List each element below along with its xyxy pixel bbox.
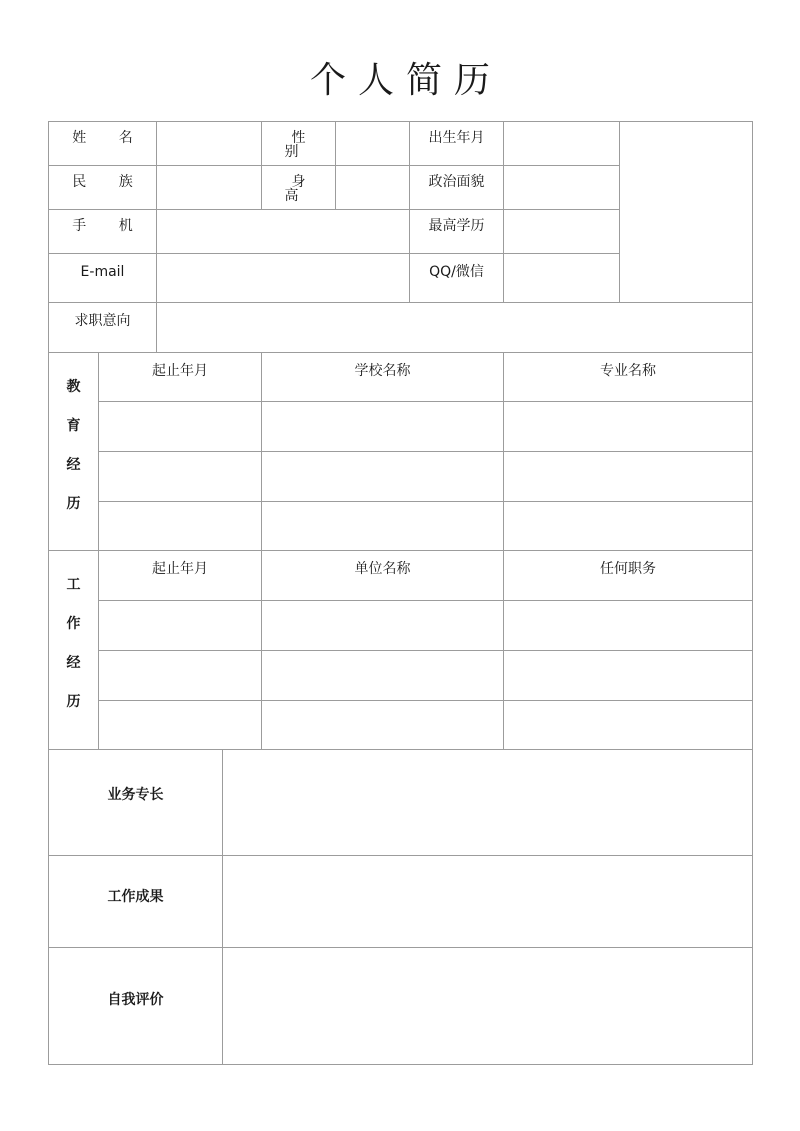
work-header-position: 任何职务 bbox=[503, 550, 753, 601]
ethnicity-label: 民 族 bbox=[48, 165, 157, 210]
achievements-label-text: 工作成果 bbox=[107, 888, 164, 905]
work-header-period: 起止年月 bbox=[98, 550, 262, 601]
qq-field[interactable] bbox=[503, 253, 620, 303]
political-label: 政治面貌 bbox=[409, 165, 504, 210]
work-char-2: 作 bbox=[66, 616, 81, 632]
education-char-3: 经 bbox=[66, 456, 81, 473]
work-row-3-period[interactable] bbox=[98, 700, 262, 750]
objective-label: 求职意向 bbox=[48, 302, 157, 353]
height-label: 身 高 bbox=[261, 165, 336, 210]
name-label: 姓 名 bbox=[48, 121, 157, 166]
degree-label: 最高学历 bbox=[409, 209, 504, 254]
work-row-3-company[interactable] bbox=[261, 700, 504, 750]
name-field[interactable] bbox=[156, 121, 262, 166]
birth-field[interactable] bbox=[503, 121, 620, 166]
height-field[interactable] bbox=[335, 165, 410, 210]
skills-field[interactable] bbox=[222, 749, 753, 856]
degree-field[interactable] bbox=[503, 209, 620, 254]
objective-field[interactable] bbox=[156, 302, 753, 353]
self-eval-label bbox=[48, 947, 223, 1065]
photo-box[interactable] bbox=[619, 121, 753, 303]
phone-field[interactable] bbox=[156, 209, 410, 254]
achievements-field[interactable] bbox=[222, 855, 753, 948]
education-char-2: 育 bbox=[66, 417, 81, 434]
email-label: E-mail bbox=[48, 253, 157, 303]
education-header-period: 起止年月 bbox=[98, 352, 262, 402]
work-char-1: 工 bbox=[66, 577, 81, 593]
work-row-3-position[interactable] bbox=[503, 700, 753, 750]
ethnicity-field[interactable] bbox=[156, 165, 262, 210]
education-row-1-school[interactable] bbox=[261, 401, 504, 452]
education-row-1-period[interactable] bbox=[98, 401, 262, 452]
gender-label: 性 别 bbox=[261, 121, 336, 166]
work-row-1-company[interactable] bbox=[261, 600, 504, 651]
work-row-2-period[interactable] bbox=[98, 650, 262, 701]
education-char-1: 教 bbox=[66, 378, 81, 395]
qq-label: QQ/微信 bbox=[409, 253, 504, 303]
work-row-1-period[interactable] bbox=[98, 600, 262, 651]
work-row-2-company[interactable] bbox=[261, 650, 504, 701]
political-field[interactable] bbox=[503, 165, 620, 210]
education-section-label bbox=[48, 352, 99, 551]
phone-label: 手 机 bbox=[48, 209, 157, 254]
education-char-4: 历 bbox=[66, 495, 81, 512]
education-row-2-period[interactable] bbox=[98, 451, 262, 502]
education-row-2-school[interactable] bbox=[261, 451, 504, 502]
work-section-label bbox=[48, 550, 99, 750]
education-row-3-period[interactable] bbox=[98, 501, 262, 551]
education-row-3-school[interactable] bbox=[261, 501, 504, 551]
work-char-3: 经 bbox=[66, 655, 81, 671]
work-row-2-position[interactable] bbox=[503, 650, 753, 701]
education-header-major: 专业名称 bbox=[503, 352, 753, 402]
education-header-school: 学校名称 bbox=[261, 352, 504, 402]
gender-field[interactable] bbox=[335, 121, 410, 166]
education-row-3-major[interactable] bbox=[503, 501, 753, 551]
skills-label-text: 业务专长 bbox=[107, 786, 164, 803]
achievements-label bbox=[48, 855, 223, 948]
page-title: 个人简历 bbox=[309, 60, 502, 101]
birth-label: 出生年月 bbox=[409, 121, 504, 166]
education-row-2-major[interactable] bbox=[503, 451, 753, 502]
work-row-1-position[interactable] bbox=[503, 600, 753, 651]
education-row-1-major[interactable] bbox=[503, 401, 753, 452]
work-header-company: 单位名称 bbox=[261, 550, 504, 601]
skills-label bbox=[48, 749, 223, 856]
email-field[interactable] bbox=[156, 253, 410, 303]
work-char-4: 历 bbox=[66, 694, 81, 710]
self-eval-field[interactable] bbox=[222, 947, 753, 1065]
self-eval-label-text: 自我评价 bbox=[107, 991, 164, 1008]
